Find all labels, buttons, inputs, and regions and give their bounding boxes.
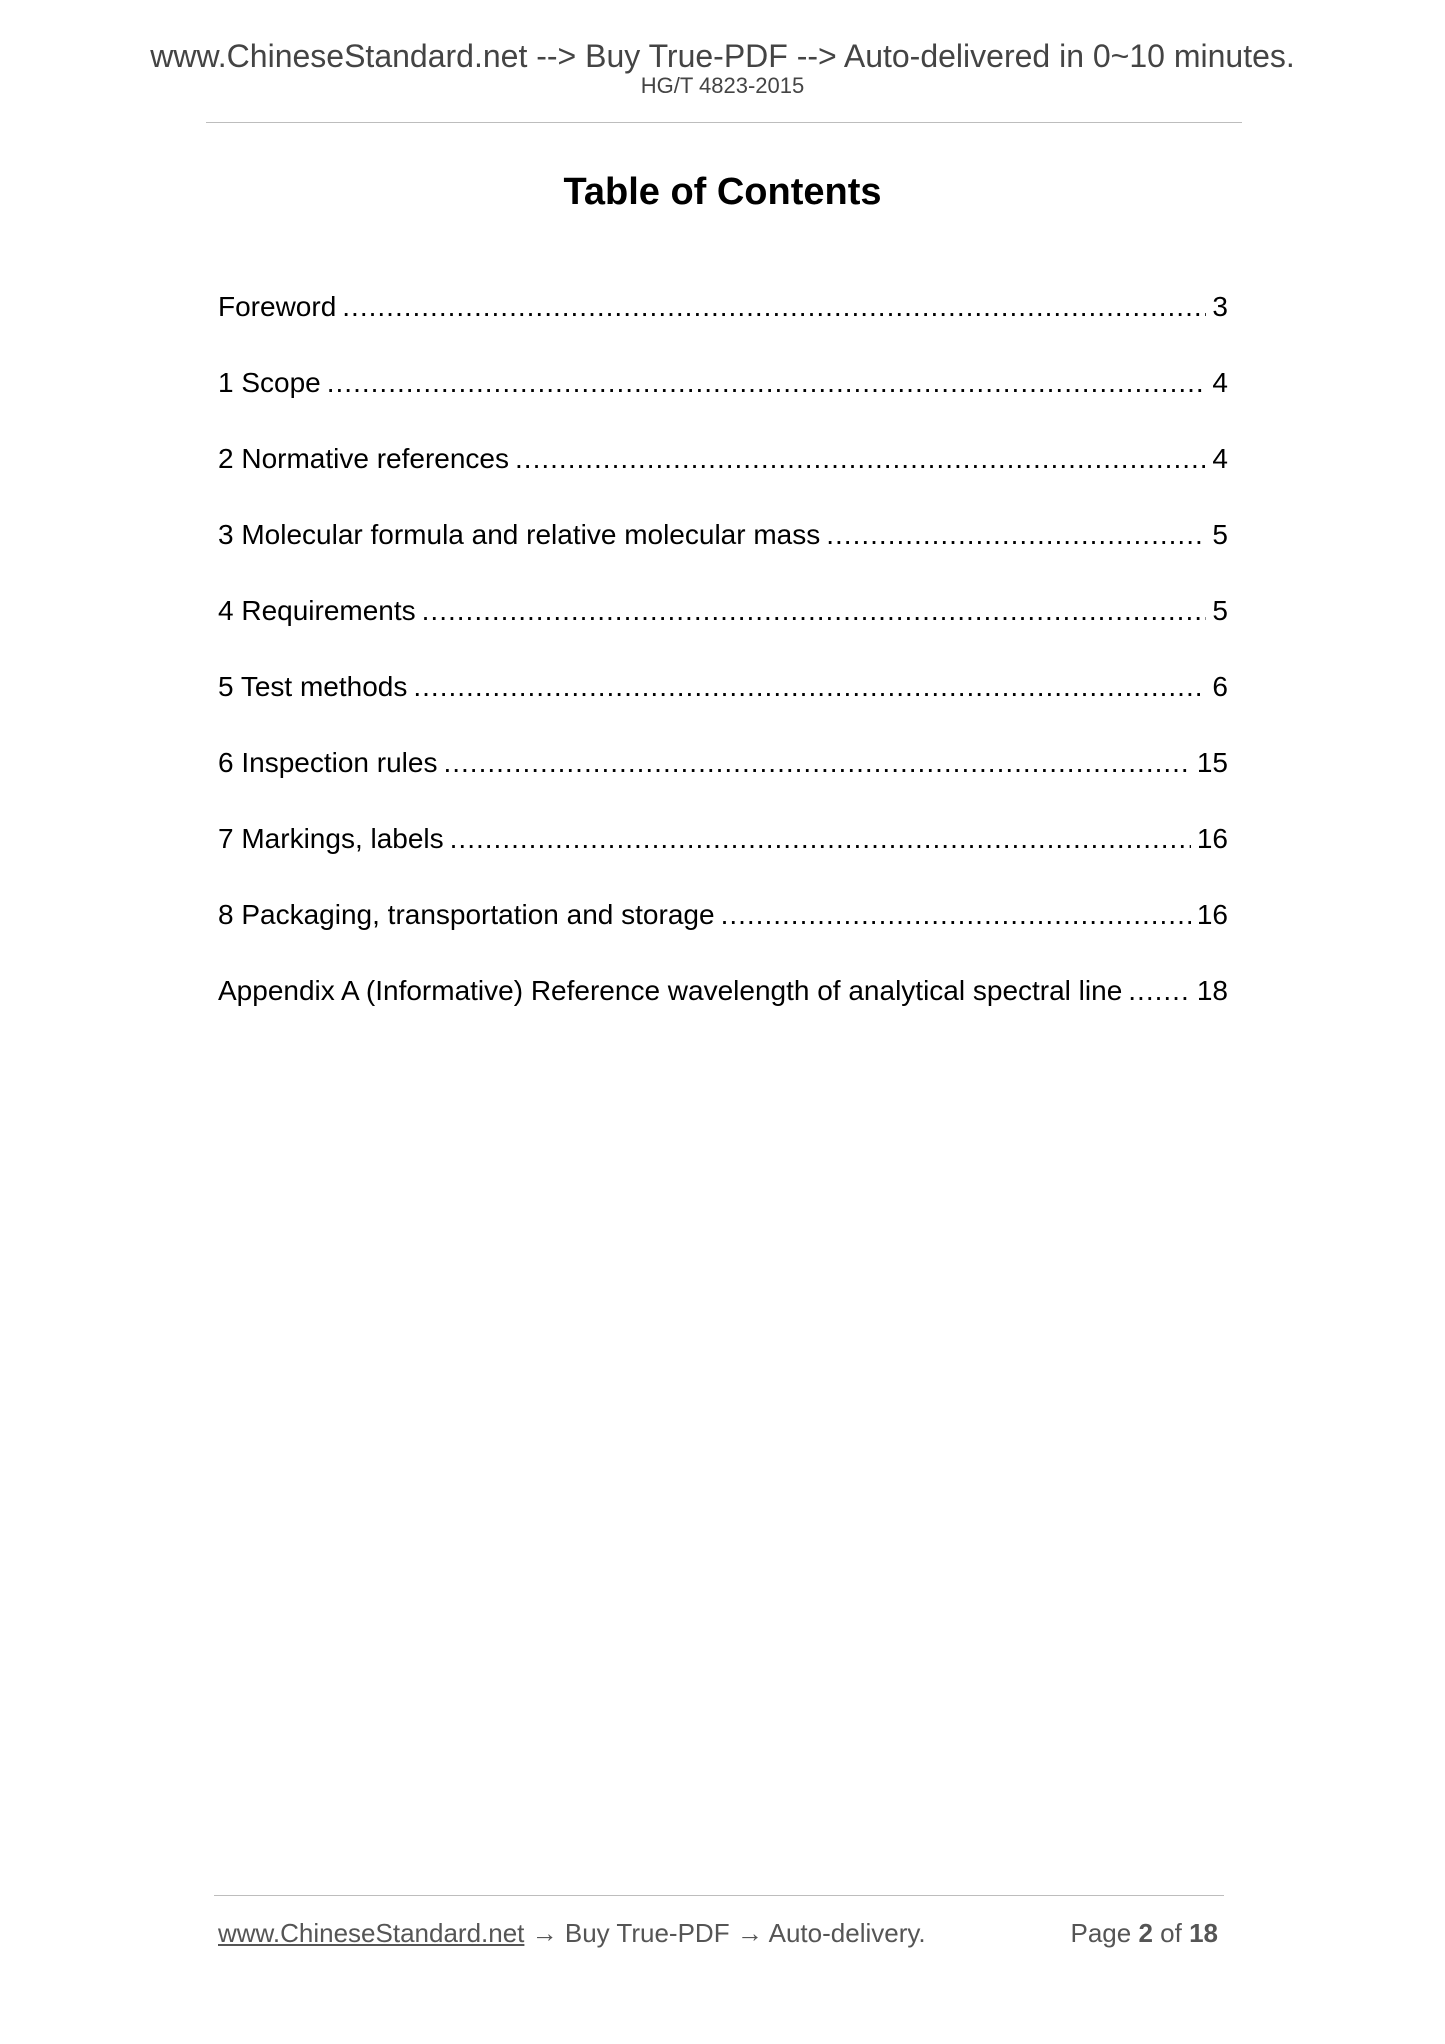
- page-footer: [218, 1915, 1218, 1951]
- toc-entry-scope[interactable]: [218, 363, 1228, 439]
- page-label: Page: [1070, 1918, 1132, 1948]
- footer-divider: [214, 1895, 1224, 1896]
- toc-entry-label: 7 Markings, labels: [218, 823, 444, 854]
- toc-entry-label: Foreword: [218, 291, 337, 322]
- toc-entry-page: 6: [1212, 671, 1228, 702]
- toc-dot-leader: [1128, 971, 1191, 1011]
- toc-entry-molecular-formula[interactable]: [218, 515, 1228, 591]
- page-title: Table of Contents: [563, 171, 882, 213]
- arrow-right-icon: →: [736, 1918, 763, 1948]
- toc-entry-label: Appendix A (Informative) Reference wavelength of analytical spectral line: [218, 975, 1123, 1006]
- toc-dot-leader: [342, 287, 1206, 327]
- toc-dot-leader: [450, 819, 1191, 859]
- footer-promo: [218, 1915, 926, 1951]
- header-divider: [206, 122, 1242, 123]
- toc-dot-leader: [413, 667, 1206, 707]
- toc-dot-leader: [826, 515, 1206, 555]
- toc-entry-appendix-a[interactable]: [218, 971, 1228, 1047]
- document-code: HG/T 4823-2015: [640, 73, 805, 98]
- toc-entry-label: 1 Scope: [218, 367, 321, 398]
- page-current: 2: [1138, 1918, 1153, 1948]
- toc-entry-label: 8 Packaging, transportation and storage: [218, 899, 715, 930]
- toc-entry-foreword[interactable]: [218, 287, 1228, 363]
- footer-buy-text: Buy True-PDF: [564, 1918, 730, 1948]
- toc-entry-page: 16: [1196, 823, 1228, 854]
- arrow-right-icon: →: [531, 1918, 558, 1948]
- toc-dot-leader: [515, 439, 1206, 479]
- toc-entry-label: 3 Molecular formula and relative molecular mass: [218, 519, 821, 550]
- toc-entry-page: 15: [1196, 747, 1228, 778]
- toc-dot-leader: [422, 591, 1207, 631]
- toc-dot-leader: [721, 895, 1191, 935]
- toc-entry-page: 5: [1212, 519, 1228, 550]
- toc-entry-page: 3: [1212, 291, 1228, 322]
- toc-dot-leader: [327, 363, 1207, 403]
- top-banner: www.ChineseStandard.net --> Buy True-PDF --> Auto-delivered in 0~10 minutes.: [150, 38, 1295, 74]
- toc-list: [218, 287, 1228, 1047]
- toc-dot-leader: [443, 743, 1190, 783]
- page-indicator: [1070, 1915, 1218, 1951]
- toc-entry-page: 4: [1212, 443, 1228, 474]
- page-total: 18: [1189, 1918, 1218, 1948]
- toc-entry-label: 5 Test methods: [218, 671, 408, 702]
- toc-entry-normative-references[interactable]: [218, 439, 1228, 515]
- toc-entry-label: 6 Inspection rules: [218, 747, 438, 778]
- toc-entry-test-methods[interactable]: [218, 667, 1228, 743]
- toc-entry-packaging[interactable]: [218, 895, 1228, 971]
- toc-entry-page: 16: [1196, 899, 1228, 930]
- toc-entry-label: 2 Normative references: [218, 443, 510, 474]
- toc-entry-page: 5: [1212, 595, 1228, 626]
- toc-entry-requirements[interactable]: [218, 591, 1228, 667]
- footer-site-link[interactable]: www.ChineseStandard.net: [218, 1918, 525, 1948]
- toc-entry-page: 18: [1196, 975, 1228, 1006]
- toc-entry-inspection-rules[interactable]: [218, 743, 1228, 819]
- toc-entry-page: 4: [1212, 367, 1228, 398]
- toc-entry-markings-labels[interactable]: [218, 819, 1228, 895]
- page-of-label: of: [1160, 1918, 1182, 1948]
- footer-delivery-text: Auto-delivery.: [768, 1918, 926, 1948]
- toc-entry-label: 4 Requirements: [218, 595, 416, 626]
